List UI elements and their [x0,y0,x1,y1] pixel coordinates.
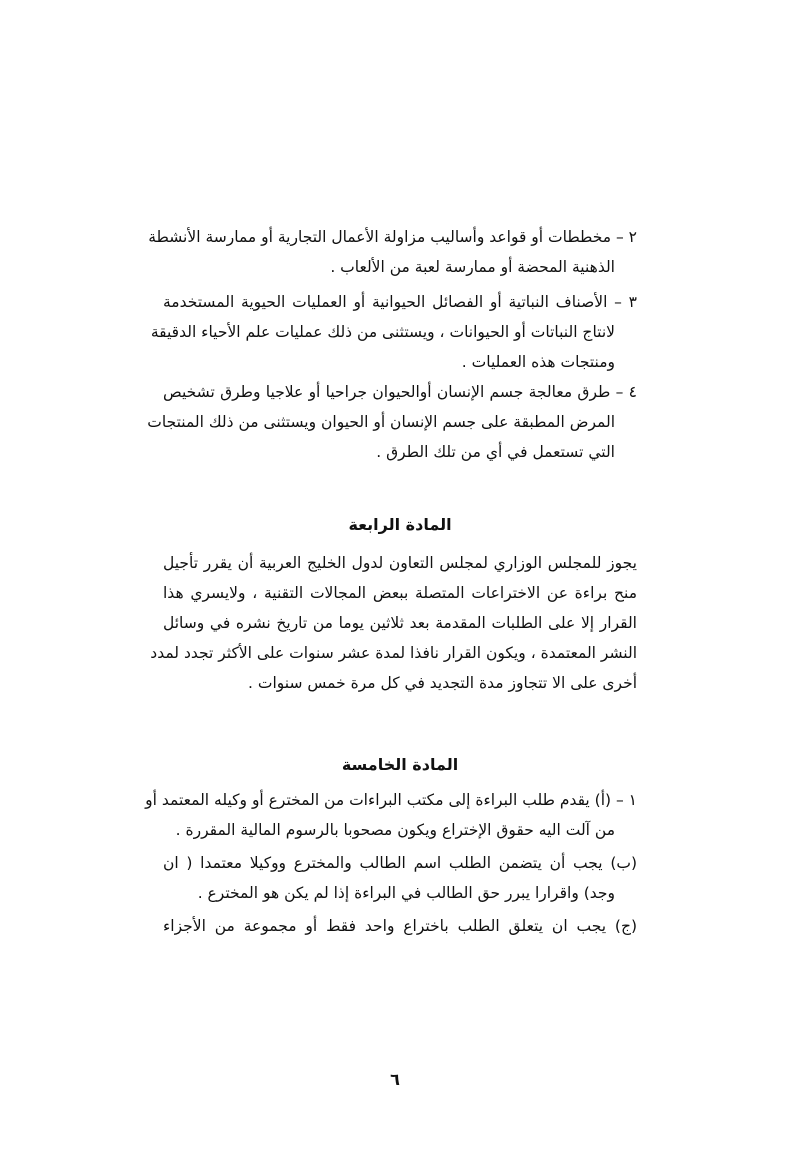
list-item-4 [147,377,637,467]
paragraph-line: القرار إلا على الطلبات المقدمة بعد ثلاثين يوما من تاريخ نشره في وسائل [163,614,637,632]
list-item-3 [150,287,637,377]
article-four-body [150,548,637,698]
list-item-line: ٣ – الأصناف النباتية أو الفصائل الحيوانية أو العمليات الحيوية المستخدمة [163,293,637,311]
article-five-heading: المادة الخامسة [341,755,459,774]
article-four-heading: المادة الرابعة [348,515,452,534]
article-five-clause-c [163,911,637,941]
list-item-line: لانتاج النباتات أو الحيوانات ، ويستثنى من ذلك عمليات علم الأحياء الدقيقة [150,323,615,341]
paragraph-line: (ب) يجب أن يتضمن الطلب اسم الطالب والمخترع ووكيلا معتمدا ( ان [163,854,637,872]
paragraph-line: من آلت اليه حقوق الإختراع ويكون مصحوبا بالرسوم المالية المقررة . [175,821,615,839]
list-item-line: التي تستعمل في أي من تلك الطرق . [376,443,615,461]
paragraph-line: أخرى على الا تتجاوز مدة التجديد في كل مرة خمس سنوات . [248,674,637,692]
paragraph-line: (ج) يجب ان يتعلق الطلب باختراع واحد فقط أو مجموعة من الأجزاء [163,917,637,935]
list-item-line: المرض المطبقة على جسم الإنسان أو الحيوان ويستثنى من ذلك المنتجات [147,413,615,431]
paragraph-line: يجوز للمجلس الوزاري لمجلس التعاون لدول الخليج العربية أن يقرر تأجيل [163,554,637,572]
list-item-line: ومنتجات هذه العمليات . [461,353,615,371]
paragraph-line: منح براءة عن الاختراعات المتصلة ببعض المجالات التقنية ، ولايسري هذا [163,584,637,602]
article-five-clause-b [163,848,637,908]
list-item-line: الذهنية المحضة أو ممارسة لعبة من الألعاب . [330,258,615,276]
list-item-2 [148,222,637,282]
paragraph-line: وجد) واقرارا يبرر حق الطالب في البراءة إذا لم يكن هو المخترع . [197,884,615,902]
paragraph-line: ١ – (أ) يقدم طلب البراءة إلى مكتب البراءات من المخترع أو وكيله المعتمد أو [145,791,637,809]
article-five-clause-a [145,785,637,845]
list-item-line: ٤ – طرق معالجة جسم الإنسان أوالحيوان جراحيا أو علاجيا وطرق تشخيص [163,383,637,401]
page-number: ٦ [390,1070,400,1089]
paragraph-line: النشر المعتمدة ، ويكون القرار نافذا لمدة عشر سنوات على الأكثر تجدد لمدد [150,644,637,662]
list-item-line: ٢ – مخططات أو قواعد وأساليب مزاولة الأعمال التجارية أو ممارسة الأنشطة [148,228,637,246]
